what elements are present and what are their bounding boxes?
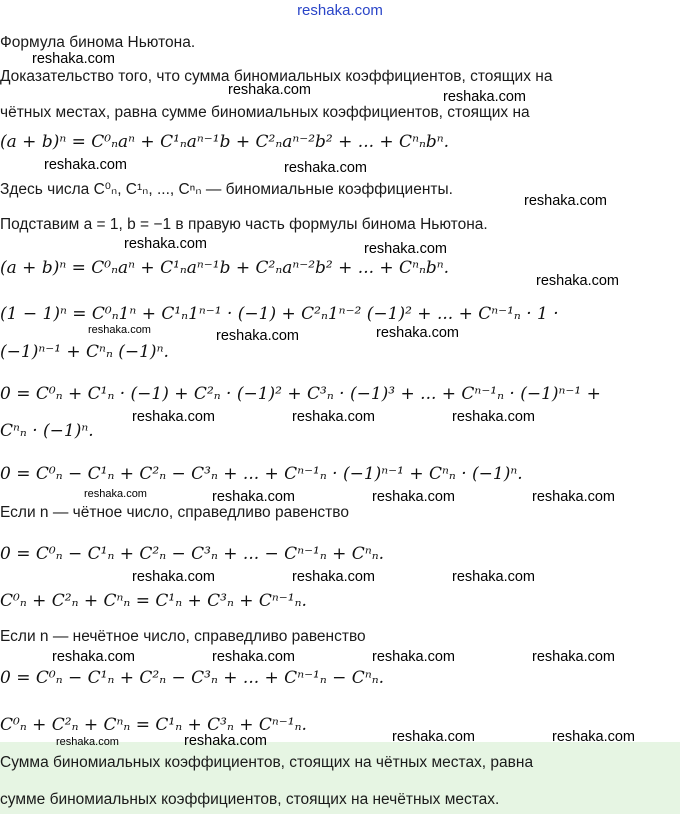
watermark: reshaka.com — [212, 649, 296, 665]
substitution-note: Подставим a = 1, b = −1 в правую часть формулы бинома Ньютона. — [0, 216, 488, 233]
watermark: reshaka.com — [216, 328, 300, 344]
formula-zero-line-2: Cⁿₙ · (−1)ⁿ. — [0, 421, 94, 441]
watermark: reshaka.com — [536, 273, 620, 289]
watermark: reshaka.com — [228, 82, 312, 98]
formula-binomial: (a + b)ⁿ = C⁰ₙaⁿ + C¹ₙaⁿ⁻¹b + C²ₙaⁿ⁻²b² + ... + Cⁿₙbⁿ. — [0, 132, 450, 152]
watermark: reshaka.com — [364, 241, 448, 257]
formula-odd-zero: 0 = C⁰ₙ − C¹ₙ + C²ₙ − C³ₙ + ... + Cⁿ⁻¹ₙ − Cⁿₙ. — [0, 668, 385, 688]
watermark: reshaka.com — [452, 569, 536, 585]
watermark: reshaka.com — [124, 236, 208, 252]
watermark: reshaka.com — [44, 157, 128, 173]
watermark: reshaka.com — [52, 649, 136, 665]
watermark: reshaka.com — [132, 569, 216, 585]
formula-even-zero: 0 = C⁰ₙ − C¹ₙ + C²ₙ − C³ₙ + ... − Cⁿ⁻¹ₙ + Cⁿₙ. — [0, 544, 385, 564]
watermark: reshaka.com — [88, 324, 151, 336]
intro-line-2: чётных местах, равна сумме биномиальных коэффициентов, стоящих на — [0, 104, 530, 121]
watermark: reshaka.com — [372, 649, 456, 665]
formula-even-equality: C⁰ₙ + C²ₙ + Cⁿₙ = C¹ₙ + C³ₙ + Cⁿ⁻¹ₙ. — [0, 591, 307, 611]
formula-binomial-repeat: (a + b)ⁿ = C⁰ₙaⁿ + C¹ₙaⁿ⁻¹b + C²ₙaⁿ⁻²b² + ... + Cⁿₙbⁿ. — [0, 258, 450, 278]
watermark: reshaka.com — [532, 649, 616, 665]
watermark: reshaka.com — [532, 489, 616, 505]
watermark: reshaka.com — [524, 193, 608, 209]
binomial-coefficients-note: Здесь числа C⁰ₙ, C¹ₙ, ..., Cⁿₙ — биномиальные коэффициенты. — [0, 181, 453, 198]
conclusion-line-1: Сумма биномиальных коэффициентов, стоящих на чётных местах, равна — [0, 754, 534, 771]
formula-substituted-line-1: (1 − 1)ⁿ = C⁰ₙ1ⁿ + C¹ₙ1ⁿ⁻¹ · (−1) + C²ₙ1ⁿ⁻² (−1)² + ... + Cⁿ⁻¹ₙ · 1 · — [0, 304, 559, 324]
heading: Формула бинома Ньютона. — [0, 34, 196, 51]
watermark: reshaka.com — [292, 569, 376, 585]
watermark: reshaka.com — [376, 325, 460, 341]
watermark: reshaka.com — [32, 51, 116, 67]
formula-substituted-line-2: (−1)ⁿ⁻¹ + Cⁿₙ (−1)ⁿ. — [0, 342, 169, 362]
watermark: reshaka.com — [392, 729, 476, 745]
watermark: reshaka.com — [552, 729, 636, 745]
formula-odd-equality: C⁰ₙ + C²ₙ + Cⁿₙ = C¹ₙ + C³ₙ + Cⁿ⁻¹ₙ. — [0, 715, 307, 735]
watermark: reshaka.com — [443, 89, 527, 105]
formula-zero-expanded: 0 = C⁰ₙ − C¹ₙ + C²ₙ − C³ₙ + ... + Cⁿ⁻¹ₙ · (−1)ⁿ⁻¹ + Cⁿₙ · (−1)ⁿ. — [0, 464, 523, 484]
even-case-note: Если n — чётное число, справедливо равенство — [0, 504, 349, 521]
conclusion-line-2: сумме биномиальных коэффициентов, стоящих на нечётных местах. — [0, 791, 500, 808]
site-link[interactable]: reshaka.com — [297, 2, 383, 19]
watermark: reshaka.com — [56, 736, 119, 748]
watermark: reshaka.com — [84, 488, 147, 500]
watermark: reshaka.com — [212, 489, 296, 505]
watermark: reshaka.com — [292, 409, 376, 425]
watermark: reshaka.com — [452, 409, 536, 425]
watermark: reshaka.com — [372, 489, 456, 505]
odd-case-note: Если n — нечётное число, справедливо равенство — [0, 628, 366, 645]
formula-zero-line-1: 0 = C⁰ₙ + C¹ₙ · (−1) + C²ₙ · (−1)² + C³ₙ · (−1)³ + ... + Cⁿ⁻¹ₙ · (−1)ⁿ⁻¹ + — [0, 384, 601, 404]
watermark: reshaka.com — [184, 733, 268, 749]
watermark: reshaka.com — [132, 409, 216, 425]
intro-line-1: Доказательство того, что сумма биномиальных коэффициентов, стоящих на — [0, 68, 553, 85]
watermark: reshaka.com — [284, 160, 368, 176]
